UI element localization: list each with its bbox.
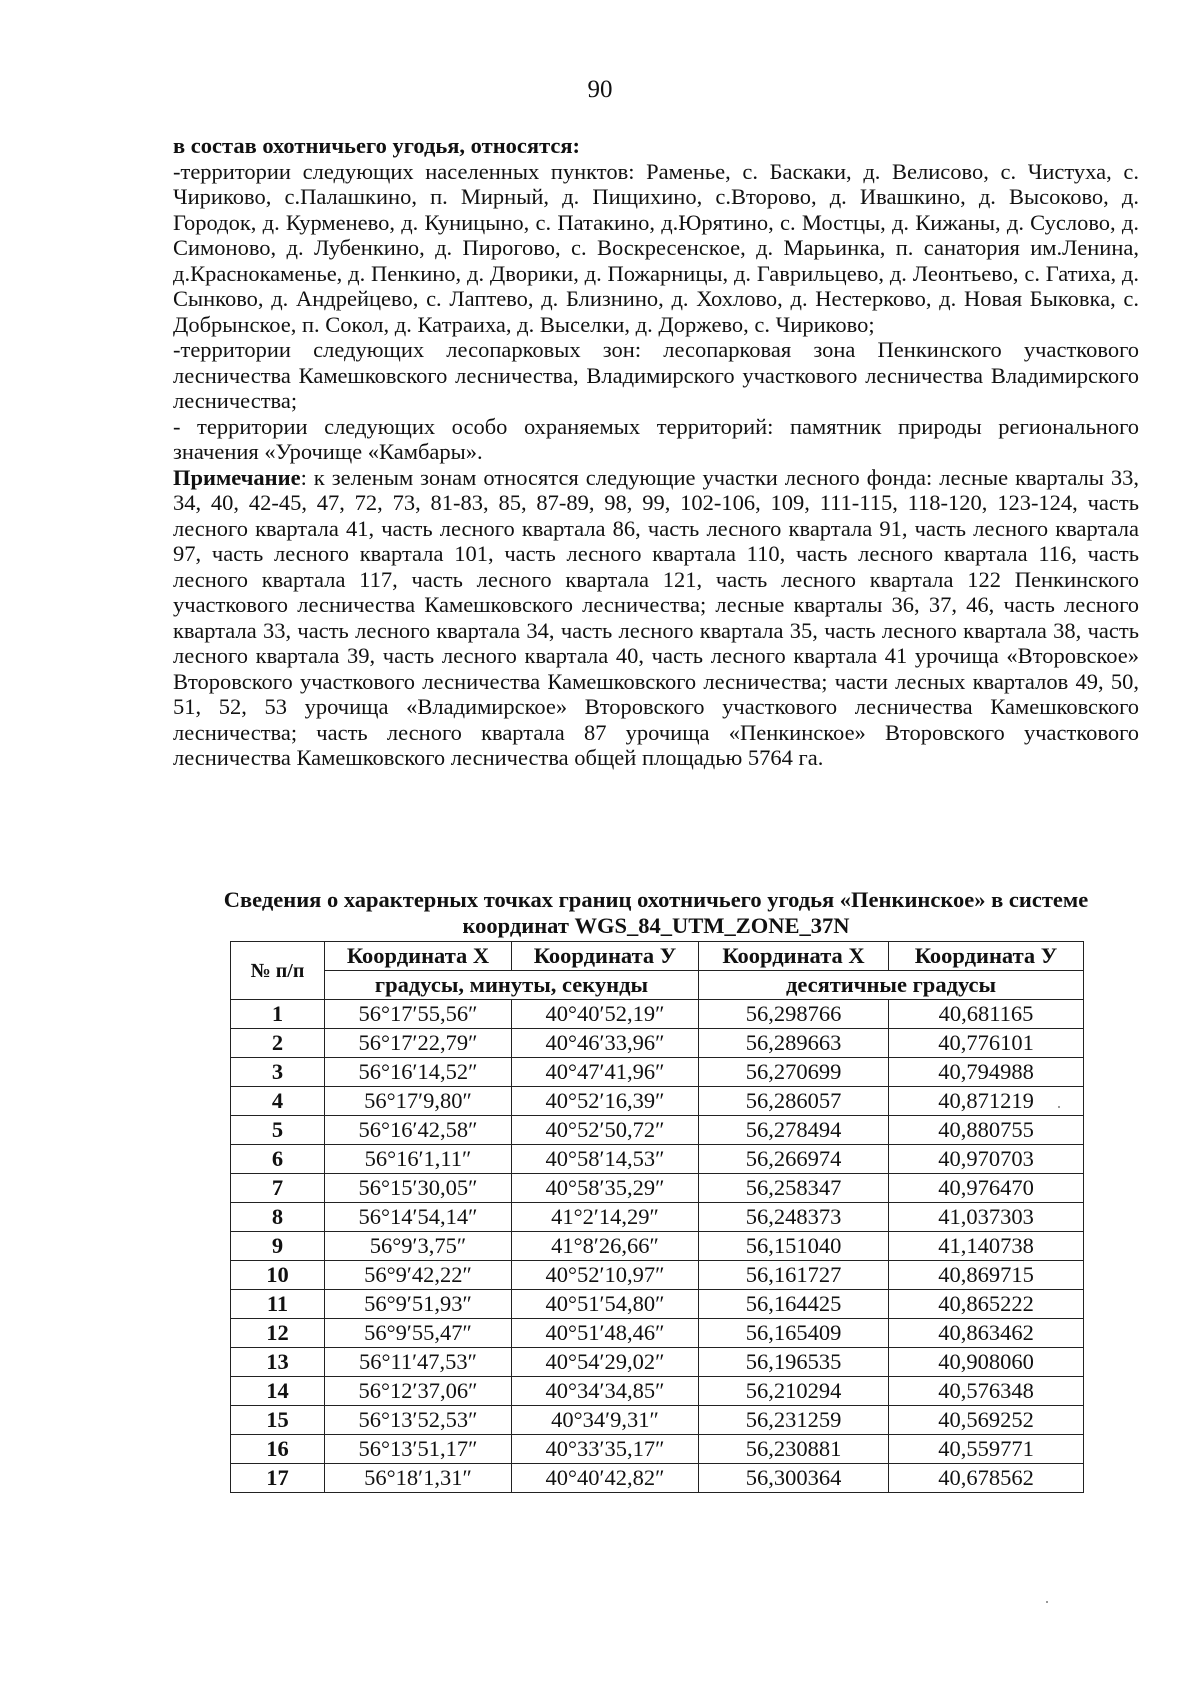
y-decimal-cell: 40,908060	[889, 1348, 1084, 1377]
y-dms-cell: 41°2′14,29″	[512, 1203, 699, 1232]
row-number-cell: 15	[231, 1406, 325, 1435]
intro-bold-text: в состав охотничьего угодья, относятся:	[173, 133, 581, 158]
scan-speck	[1058, 1106, 1060, 1108]
x-dms-cell: 56°15′30,05″	[325, 1174, 512, 1203]
header-row-1	[231, 942, 1084, 971]
y-decimal-cell: 40,559771	[889, 1435, 1084, 1464]
header-unit-decimal: десятичные градусы	[699, 971, 1084, 1000]
y-dms-cell: 40°54′29,02″	[512, 1348, 699, 1377]
row-number-cell: 5	[231, 1116, 325, 1145]
table-row	[231, 1029, 1084, 1058]
row-number-cell: 12	[231, 1319, 325, 1348]
y-decimal-cell: 41,140738	[889, 1232, 1084, 1261]
table-row	[231, 1435, 1084, 1464]
y-decimal-cell: 40,681165	[889, 1000, 1084, 1029]
table-row	[231, 1116, 1084, 1145]
x-dms-cell: 56°11′47,53″	[325, 1348, 512, 1377]
note-text: : к зеленым зонам относятся следующие участки лесного фонда: лесные кварталы 33, 34, 40, 42-45, 47, 72, 73, 81-83, 85, 87-89, 98, 99, 102-106, 109, 111-115, 118-120, 123-124, часть лесного квартала 41, часть лесного квартала 86, часть лесного квартала 91, часть лесного квартала 97, часть лесного квартала 101, часть лесного квартала 110, часть лесного квартала 116, часть лесного квартала 117, часть лесного квартала 121, часть лесного квартала 122 Пенкинского участкового лесничества Камешковского лесничества; лесные кварталы 36, 37, 46, часть лесного квартала 33, часть лесного квартала 34, часть лесного квартала 35, часть лесного квартала 38, часть лесного квартала 39, часть лесного квартала 40, часть лесного квартала 41 урочища «Второвское» Второвского участкового лесничества Камешковского лесничества; части лесных кварталов 49, 50, 51, 52, 53 урочища «Владимирское» Второвского участкового лесничества Камешковского лесничества; часть лесного квартала 87 урочища «Пенкинское» Второвского участкового лесничества Камешковского лесничества общей площадью 5764 га.	[173, 464, 1139, 770]
y-decimal-cell: 40,863462	[889, 1319, 1084, 1348]
x-decimal-cell: 56,161727	[699, 1261, 889, 1290]
page-number: 90	[587, 76, 613, 103]
x-decimal-cell: 56,286057	[699, 1087, 889, 1116]
table-header	[231, 942, 1084, 1000]
header-coord-y-dms: Координата У	[512, 942, 699, 971]
y-dms-cell: 41°8′26,66″	[512, 1232, 699, 1261]
x-decimal-cell: 56,165409	[699, 1319, 889, 1348]
table-title-line-1: Сведения о характерных точках границ охотничьего угодья «Пенкинское» в системе	[223, 887, 1089, 912]
x-decimal-cell: 56,231259	[699, 1406, 889, 1435]
header-unit-dms: градусы, минуты, секунды	[325, 971, 699, 1000]
x-decimal-cell: 56,278494	[699, 1116, 889, 1145]
y-decimal-cell: 40,776101	[889, 1029, 1084, 1058]
y-decimal-cell: 40,976470	[889, 1174, 1084, 1203]
x-decimal-cell: 56,258347	[699, 1174, 889, 1203]
y-dms-cell: 40°34′9,31″	[512, 1406, 699, 1435]
y-dms-cell: 40°52′10,97″	[512, 1261, 699, 1290]
row-number-cell: 17	[231, 1464, 325, 1493]
row-number-cell: 1	[231, 1000, 325, 1029]
scan-speck	[1046, 1601, 1048, 1603]
y-decimal-cell: 40,576348	[889, 1377, 1084, 1406]
x-dms-cell: 56°18′1,31″	[325, 1464, 512, 1493]
y-dms-cell: 40°51′48,46″	[512, 1319, 699, 1348]
y-dms-cell: 40°34′34,85″	[512, 1377, 699, 1406]
paragraph-settlements: -территории следующих населенных пунктов: Раменье, с. Баскаки, д. Велисово, с. Чистуха, с. Чириково, с.Палашкино, п. Мирный, д. Пищихино, с.Второво, д. Ивашкино, д. Высоково, д. Городок, д. Курменево, д. Куницыно, с. Патакино, д.Юрятино, с. Мостцы, д. Кижаны, д. Суслово, д. Симоново, д. Лубенкино, д. Пирогово, с. Воскресенское, д. Марьинка, п. санатория им.Ленина, д.Краснокаменье, д. Пенкино, д. Дворики, д. Пожарницы, д. Гаврильцево, д. Леонтьево, с. Гатиха, д. Сынково, д. Андрейцево, с. Лаптево, д. Близнино, д. Хохлово, д. Нестерково, д. Новая Быковка, с. Добрынское, п. Сокол, д. Катраиха, д. Выселки, д. Доржево, с. Чириково;	[173, 158, 1139, 337]
table-row	[231, 1000, 1084, 1029]
row-number-cell: 3	[231, 1058, 325, 1087]
row-number-cell: 16	[231, 1435, 325, 1464]
y-dms-cell: 40°46′33,96″	[512, 1029, 699, 1058]
table-row	[231, 1290, 1084, 1319]
x-decimal-cell: 56,289663	[699, 1029, 889, 1058]
table-row	[231, 1232, 1084, 1261]
x-dms-cell: 56°13′52,53″	[325, 1406, 512, 1435]
y-decimal-cell: 41,037303	[889, 1203, 1084, 1232]
y-dms-cell: 40°33′35,17″	[512, 1435, 699, 1464]
y-decimal-cell: 40,880755	[889, 1116, 1084, 1145]
x-dms-cell: 56°16′1,11″	[325, 1145, 512, 1174]
header-number: № п/п	[231, 942, 325, 1000]
x-dms-cell: 56°16′42,58″	[325, 1116, 512, 1145]
y-decimal-cell: 40,678562	[889, 1464, 1084, 1493]
y-dms-cell: 40°52′50,72″	[512, 1116, 699, 1145]
x-dms-cell: 56°14′54,14″	[325, 1203, 512, 1232]
x-decimal-cell: 56,196535	[699, 1348, 889, 1377]
x-dms-cell: 56°17′55,56″	[325, 1000, 512, 1029]
y-dms-cell: 40°58′35,29″	[512, 1174, 699, 1203]
x-decimal-cell: 56,300364	[699, 1464, 889, 1493]
x-dms-cell: 56°16′14,52″	[325, 1058, 512, 1087]
header-coord-y-dec: Координата У	[889, 942, 1084, 971]
x-decimal-cell: 56,151040	[699, 1232, 889, 1261]
x-dms-cell: 56°17′9,80″	[325, 1087, 512, 1116]
header-row-2	[231, 971, 1084, 1000]
table-title	[173, 887, 1139, 939]
x-decimal-cell: 56,266974	[699, 1145, 889, 1174]
row-number-cell: 6	[231, 1145, 325, 1174]
x-dms-cell: 56°9′55,47″	[325, 1319, 512, 1348]
row-number-cell: 2	[231, 1029, 325, 1058]
x-dms-cell: 56°9′51,93″	[325, 1290, 512, 1319]
x-decimal-cell: 56,270699	[699, 1058, 889, 1087]
table-body	[231, 1000, 1084, 1493]
row-number-cell: 8	[231, 1203, 325, 1232]
y-decimal-cell: 40,871219	[889, 1087, 1084, 1116]
y-decimal-cell: 40,869715	[889, 1261, 1084, 1290]
header-coord-x-dms: Координата Х	[325, 942, 512, 971]
note-label: Примечание	[173, 464, 301, 490]
row-number-cell: 11	[231, 1290, 325, 1319]
row-number-cell: 13	[231, 1348, 325, 1377]
paragraph-protected-areas: - территории следующих особо охраняемых территорий: памятник природы регионального значения «Урочище «Камбары».	[173, 413, 1139, 464]
x-decimal-cell: 56,298766	[699, 1000, 889, 1029]
paragraph-note	[173, 465, 1139, 771]
row-number-cell: 14	[231, 1377, 325, 1406]
x-decimal-cell: 56,210294	[699, 1377, 889, 1406]
x-dms-cell: 56°9′3,75″	[325, 1232, 512, 1261]
x-dms-cell: 56°12′37,06″	[325, 1377, 512, 1406]
y-decimal-cell: 40,569252	[889, 1406, 1084, 1435]
y-dms-cell: 40°51′54,80″	[512, 1290, 699, 1319]
row-number-cell: 4	[231, 1087, 325, 1116]
y-decimal-cell: 40,970703	[889, 1145, 1084, 1174]
header-coord-x-dec: Координата Х	[699, 942, 889, 971]
table-row	[231, 1261, 1084, 1290]
table-row	[231, 1174, 1084, 1203]
table-row	[231, 1406, 1084, 1435]
table-row	[231, 1203, 1084, 1232]
table-row	[231, 1464, 1084, 1493]
y-dms-cell: 40°52′16,39″	[512, 1087, 699, 1116]
x-dms-cell: 56°13′51,17″	[325, 1435, 512, 1464]
coordinates-table	[230, 941, 1084, 1493]
y-dms-cell: 40°40′52,19″	[512, 1000, 699, 1029]
table-row	[231, 1377, 1084, 1406]
paragraph-forest-zones: -территории следующих лесопарковых зон: лесопарковая зона Пенкинского участкового лесничества Камешковского лесничества, Владимирского участкового лесничества Владимирского лесничества;	[173, 337, 1139, 413]
x-dms-cell: 56°9′42,22″	[325, 1261, 512, 1290]
x-dms-cell: 56°17′22,79″	[325, 1029, 512, 1058]
y-decimal-cell: 40,865222	[889, 1290, 1084, 1319]
table-row	[231, 1058, 1084, 1087]
x-decimal-cell: 56,230881	[699, 1435, 889, 1464]
x-decimal-cell: 56,248373	[699, 1203, 889, 1232]
y-dms-cell: 40°40′42,82″	[512, 1464, 699, 1493]
table-title-line-2: координат WGS_84_UTM_ZONE_37N	[462, 913, 850, 938]
document-body	[173, 133, 1139, 771]
y-decimal-cell: 40,794988	[889, 1058, 1084, 1087]
table-row	[231, 1348, 1084, 1377]
row-number-cell: 10	[231, 1261, 325, 1290]
intro-heading	[173, 133, 1139, 159]
row-number-cell: 9	[231, 1232, 325, 1261]
table-row	[231, 1087, 1084, 1116]
y-dms-cell: 40°47′41,96″	[512, 1058, 699, 1087]
x-decimal-cell: 56,164425	[699, 1290, 889, 1319]
row-number-cell: 7	[231, 1174, 325, 1203]
table-row	[231, 1319, 1084, 1348]
y-dms-cell: 40°58′14,53″	[512, 1145, 699, 1174]
table-row	[231, 1145, 1084, 1174]
